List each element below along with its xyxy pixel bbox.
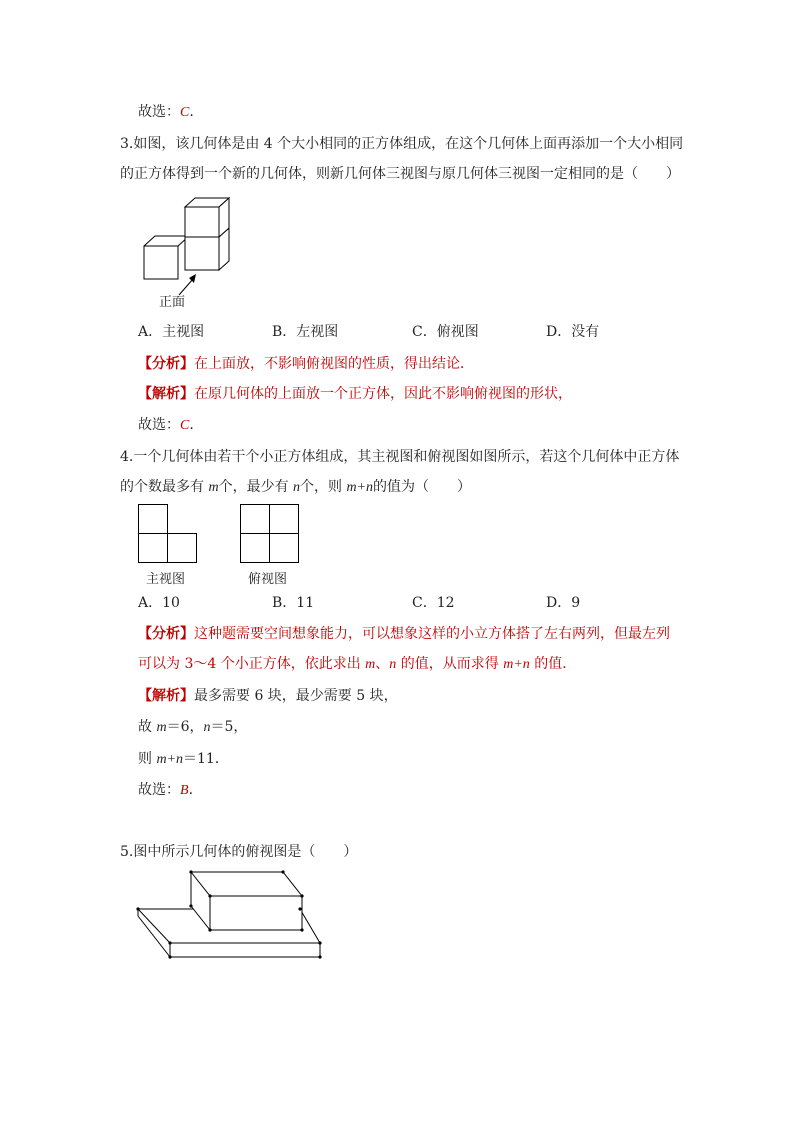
q3-solution (138, 384, 572, 404)
q4-stem-line1: 4.一个几何体由若干个小正方体组成，其主视图和俯视图如图所示，若这个几何体中正方体 (120, 449, 680, 465)
var-n: n (293, 480, 301, 495)
answer-suffix: . (189, 104, 194, 120)
q4-option-a: A．10 (138, 595, 180, 611)
answer-prefix: 故选： (138, 104, 180, 120)
var-m: m (208, 480, 219, 495)
solution-tag: 【解析】 (138, 386, 194, 402)
q4-top-caption: 俯视图 (248, 572, 288, 587)
q4-option-d: D．9 (546, 595, 581, 611)
q4-stem-line2: 的个数最多有 m个，最少有 n个，则 m+n的值为（ ） (120, 479, 472, 495)
var-m-plus-n: m+n (346, 480, 374, 495)
q3-answer (138, 415, 194, 436)
q3-option-d: D．没有 (546, 324, 600, 340)
answer-suffix: . (188, 782, 194, 798)
q3-cube-figure (138, 194, 238, 284)
q3-stem-line2: 的正方体得到一个新的几何体，则新几何体三视图与原几何体三视图一定相同的是（ ） (120, 166, 680, 182)
q4-top-view (240, 504, 300, 564)
analysis-text: 这种题需要空间想象能力，可以想象这样的小立方体搭了左右两列，但最左列 (194, 626, 670, 642)
q5-solid-drawing (134, 866, 326, 966)
q4-front-view (138, 504, 198, 564)
q3-option-b: B．左视图 (272, 324, 339, 340)
solution-text: 在原几何体的上面放一个正方体，因此不影响俯视图的形状， (194, 386, 572, 402)
q4-front-caption: 主视图 (146, 572, 186, 587)
analysis-tag: 【分析】 (138, 356, 194, 372)
answer-prefix: 故选： (138, 417, 180, 433)
solution-tag: 【解析】 (138, 688, 194, 704)
front-view-grid (138, 504, 198, 564)
prev-answer (138, 102, 194, 123)
q4-calc-line2: 则 m+n＝11． (138, 751, 229, 767)
q3-option-c: C．俯视图 (412, 324, 479, 340)
solution-text: 最多需要 6 块，最少需要 5 块， (194, 688, 398, 704)
q4-analysis-line1 (138, 624, 670, 644)
q4-analysis-line2: 可以为 3～4 个小正方体，依此求出 m、n 的值，从而求得 m+n 的值． (138, 656, 577, 672)
answer-prefix: 故选： (138, 782, 180, 798)
analysis-text: 在上面放，不影响俯视图的性质，得出结论． (194, 356, 474, 372)
q3-analysis (138, 354, 474, 374)
answer-letter: C (180, 418, 190, 433)
q4-calc-line1: 故 m＝6，n＝5， (138, 719, 248, 735)
q3-front-label: 正面 (159, 295, 186, 310)
q3-option-a: A．主视图 (138, 324, 205, 340)
analysis-tag: 【分析】 (138, 626, 194, 642)
answer-suffix: . (189, 417, 194, 433)
q3-stem-line1: 3.如图，该几何体是由 4 个大小相同的正方体组成，在这个几何体上面再添加一个大小相同 (120, 136, 684, 152)
q4-option-c: C．12 (412, 595, 455, 611)
q4-answer (138, 780, 193, 801)
q4-solution (138, 686, 398, 706)
top-view-grid (240, 504, 300, 564)
q4-option-b: B．11 (272, 595, 315, 611)
answer-letter: C (180, 105, 190, 120)
q5-solid-figure (134, 866, 326, 966)
answer-letter: B (180, 783, 189, 798)
q5-stem: 5.图中所示几何体的俯视图是（ ） (120, 844, 358, 860)
q3-cube-drawing (138, 194, 238, 284)
